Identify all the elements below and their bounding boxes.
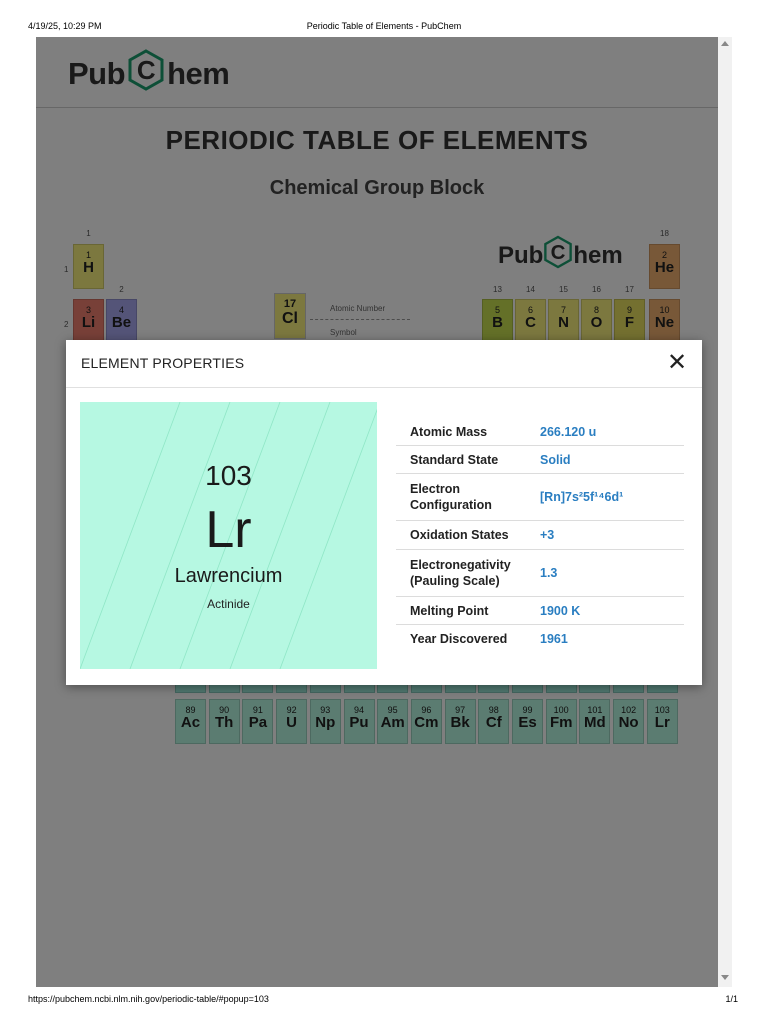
prop-row-electron-configuration <box>396 474 684 521</box>
prop-row-atomic-mass <box>396 419 684 446</box>
prop-value[interactable]: 266.120 u <box>540 425 597 439</box>
prop-value[interactable]: 1.3 <box>540 566 558 580</box>
prop-value[interactable]: Solid <box>540 452 571 467</box>
prop-label: Electron Configuration <box>410 482 492 512</box>
scroll-up-arrow-icon[interactable] <box>721 41 729 46</box>
element-tile <box>80 402 377 669</box>
prop-label: Melting Point <box>410 603 489 618</box>
prop-label: Electronegativity (Pauling Scale) <box>410 558 511 588</box>
prop-label: Year Discovered <box>410 632 508 646</box>
properties-table <box>396 419 684 653</box>
close-icon: ✕ <box>666 349 688 376</box>
prop-label: Oxidation States <box>410 528 509 542</box>
prop-row-electronegativity <box>396 550 684 597</box>
element-symbol: Lr <box>205 501 252 559</box>
prop-row-year-discovered <box>396 625 684 653</box>
page-viewport <box>36 37 732 987</box>
print-header <box>0 0 768 36</box>
scroll-down-arrow-icon[interactable] <box>721 975 729 980</box>
print-page-number: 1/1 <box>725 994 738 1004</box>
modal-title: ELEMENT PROPERTIES <box>81 355 245 371</box>
print-url: https://pubchem.ncbi.nlm.nih.gov/periodic-table/#popup=103 <box>28 994 269 1004</box>
print-date: 4/19/25, 10:29 PM <box>28 21 102 31</box>
prop-row-standard-state <box>396 446 684 474</box>
element-group: Actinide <box>207 597 250 611</box>
prop-label: Standard State <box>410 452 499 467</box>
prop-row-oxidation-states <box>396 521 684 550</box>
vertical-scrollbar[interactable] <box>718 37 732 987</box>
prop-value[interactable]: 1961 <box>540 632 568 646</box>
element-name: Lawrencium <box>174 565 283 587</box>
prop-value[interactable]: 1900 K <box>540 603 581 618</box>
print-title: Periodic Table of Elements - PubChem <box>306 21 462 31</box>
modal-header <box>66 340 702 388</box>
prop-label: Atomic Mass <box>410 425 488 439</box>
prop-row-melting-point <box>396 597 684 625</box>
close-button[interactable] <box>662 348 692 378</box>
element-properties-modal <box>66 340 702 685</box>
prop-value[interactable]: +3 <box>540 528 555 542</box>
element-atomic-number: 103 <box>205 460 252 491</box>
prop-value[interactable]: [Rn]7s²5f¹⁴6d¹ <box>540 490 624 504</box>
